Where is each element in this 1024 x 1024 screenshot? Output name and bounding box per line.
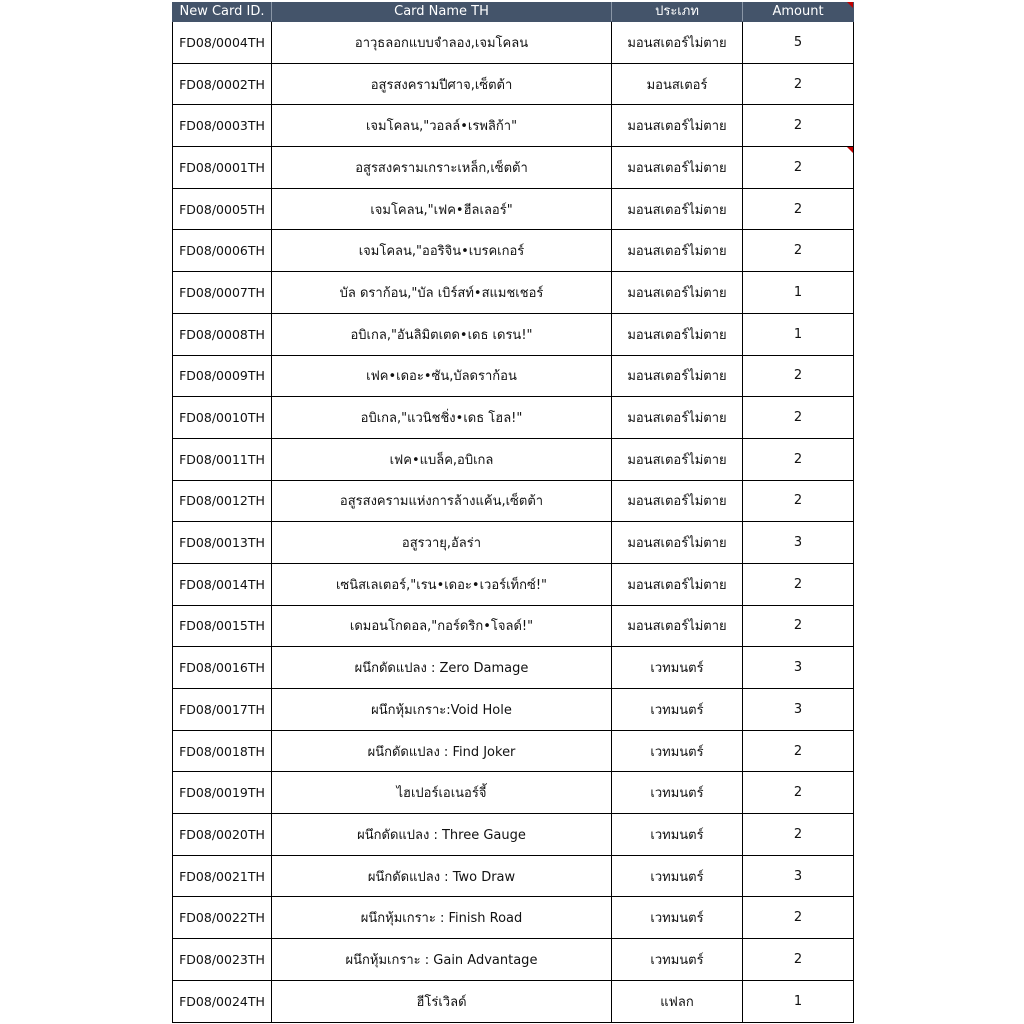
cell-amount[interactable]: 2: [743, 188, 854, 230]
cell-amount[interactable]: 2: [743, 897, 854, 939]
cell-card-name[interactable]: อสูรวายุ,อัลร่า: [272, 522, 612, 564]
cell-amount[interactable]: 2: [743, 355, 854, 397]
cell-card-id[interactable]: FD08/0004TH: [173, 22, 272, 64]
cell-type[interactable]: เวทมนตร์: [612, 647, 743, 689]
cell-card-name[interactable]: อาวุธลอกแบบจำลอง,เจมโคลน: [272, 22, 612, 64]
cell-card-id[interactable]: FD08/0019TH: [173, 772, 272, 814]
cell-amount[interactable]: 3: [743, 647, 854, 689]
header-row: [173, 3, 854, 22]
cell-amount[interactable]: 1: [743, 272, 854, 314]
cell-card-id[interactable]: FD08/0016TH: [173, 647, 272, 689]
cell-card-id[interactable]: FD08/0024TH: [173, 980, 272, 1022]
table-row: [173, 313, 854, 355]
cell-card-name[interactable]: ไฮเปอร์เอเนอร์จี้: [272, 772, 612, 814]
cell-type[interactable]: เวทมนตร์: [612, 730, 743, 772]
table-row: [173, 480, 854, 522]
card-table: [172, 2, 854, 1023]
cell-card-name[interactable]: ผนึกดัดแปลง : Three Gauge: [272, 814, 612, 856]
table-row: [173, 397, 854, 439]
cell-type[interactable]: มอนสเตอร์ไม่ตาย: [612, 313, 743, 355]
cell-card-id[interactable]: FD08/0014TH: [173, 563, 272, 605]
table-row: [173, 272, 854, 314]
cell-amount[interactable]: 2: [743, 814, 854, 856]
cell-card-name[interactable]: เซนิสเลเตอร์,"เรน•เดอะ•เวอร์เท็กซ์!": [272, 563, 612, 605]
cell-card-id[interactable]: FD08/0017TH: [173, 689, 272, 731]
table-row: [173, 22, 854, 64]
cell-card-name[interactable]: อสูรสงครามแห่งการล้างแค้น,เซ็ตต้า: [272, 480, 612, 522]
table-row: [173, 897, 854, 939]
cell-amount[interactable]: 3: [743, 855, 854, 897]
cell-amount[interactable]: 2: [743, 772, 854, 814]
table-row: [173, 355, 854, 397]
cell-type[interactable]: มอนสเตอร์ไม่ตาย: [612, 397, 743, 439]
table-row: [173, 814, 854, 856]
table-row: [173, 522, 854, 564]
cell-card-name[interactable]: เดมอนโกดอล,"กอร์ดริก•โจลด์!": [272, 605, 612, 647]
cell-card-id[interactable]: FD08/0003TH: [173, 105, 272, 147]
cell-card-name[interactable]: ผนึกดัดแปลง : Zero Damage: [272, 647, 612, 689]
cell-card-name[interactable]: ผนึกหุ้มเกราะ : Finish Road: [272, 897, 612, 939]
table-row: [173, 188, 854, 230]
cell-card-id[interactable]: FD08/0013TH: [173, 522, 272, 564]
header-type[interactable]: ประเภท: [612, 3, 743, 22]
header-card-name[interactable]: Card Name TH: [272, 3, 612, 22]
cell-type[interactable]: มอนสเตอร์ไม่ตาย: [612, 438, 743, 480]
cell-amount[interactable]: 2: [743, 105, 854, 147]
cell-amount[interactable]: 2: [743, 230, 854, 272]
cell-card-name[interactable]: อบิเกล,"แวนิชชิ่ง•เดธ โฮล!": [272, 397, 612, 439]
cell-card-name[interactable]: อสูรสงครามเกราะเหล็ก,เซ็ตต้า: [272, 147, 612, 189]
cell-type[interactable]: เวทมนตร์: [612, 814, 743, 856]
cell-type[interactable]: เวทมนตร์: [612, 772, 743, 814]
cell-card-id[interactable]: FD08/0007TH: [173, 272, 272, 314]
cell-card-name[interactable]: อสูรสงครามปีศาจ,เซ็ตต้า: [272, 63, 612, 105]
cell-amount[interactable]: 2: [743, 63, 854, 105]
cell-card-id[interactable]: FD08/0001TH: [173, 147, 272, 189]
cell-card-name[interactable]: เจมโคลน,"ออริจิน•เบรคเกอร์: [272, 230, 612, 272]
table-row: [173, 730, 854, 772]
cell-card-name[interactable]: อบิเกล,"อันลิมิตเตด•เดธ เดรน!": [272, 313, 612, 355]
cell-type[interactable]: มอนสเตอร์: [612, 63, 743, 105]
cell-type[interactable]: มอนสเตอร์ไม่ตาย: [612, 188, 743, 230]
table-row: [173, 689, 854, 731]
cell-card-name[interactable]: บัล ดราก้อน,"บัล เบิร์สท์•สแมชเชอร์: [272, 272, 612, 314]
table-row: [173, 855, 854, 897]
cell-type[interactable]: มอนสเตอร์ไม่ตาย: [612, 355, 743, 397]
cell-amount[interactable]: 1: [743, 313, 854, 355]
cell-card-id[interactable]: FD08/0020TH: [173, 814, 272, 856]
table-row: [173, 939, 854, 981]
table-row: [173, 147, 854, 189]
cell-type[interactable]: มอนสเตอร์ไม่ตาย: [612, 272, 743, 314]
cell-amount[interactable]: 2: [743, 563, 854, 605]
table-header: [173, 3, 854, 22]
cell-card-id[interactable]: FD08/0009TH: [173, 355, 272, 397]
cell-amount[interactable]: 2: [743, 730, 854, 772]
cell-type[interactable]: มอนสเตอร์ไม่ตาย: [612, 522, 743, 564]
header-amount[interactable]: Amount: [743, 3, 854, 22]
cell-amount[interactable]: 5: [743, 22, 854, 64]
table-row: [173, 647, 854, 689]
card-list-sheet: [172, 2, 853, 1023]
cell-card-id[interactable]: FD08/0023TH: [173, 939, 272, 981]
cell-card-id[interactable]: FD08/0018TH: [173, 730, 272, 772]
table-body: [173, 22, 854, 1023]
cell-amount[interactable]: 1: [743, 980, 854, 1022]
cell-type[interactable]: มอนสเตอร์ไม่ตาย: [612, 22, 743, 64]
cell-type[interactable]: มอนสเตอร์ไม่ตาย: [612, 147, 743, 189]
cell-card-name[interactable]: เฟค•เดอะ•ซัน,บัลดราก้อน: [272, 355, 612, 397]
header-card-id[interactable]: New Card ID.: [173, 3, 272, 22]
cell-card-id[interactable]: FD08/0011TH: [173, 438, 272, 480]
cell-card-name[interactable]: เจมโคลน,"เฟค•ฮีลเลอร์": [272, 188, 612, 230]
cell-type[interactable]: เวทมนตร์: [612, 689, 743, 731]
cell-card-name[interactable]: ผนึกหุ้มเกราะ:Void Hole: [272, 689, 612, 731]
cell-card-id[interactable]: FD08/0005TH: [173, 188, 272, 230]
comment-indicator-row[interactable]: [847, 147, 853, 153]
cell-card-name[interactable]: เจมโคลน,"วอลล์•เรพลิก้า": [272, 105, 612, 147]
cell-card-id[interactable]: FD08/0015TH: [173, 605, 272, 647]
cell-card-id[interactable]: FD08/0022TH: [173, 897, 272, 939]
cell-card-id[interactable]: FD08/0002TH: [173, 63, 272, 105]
cell-amount[interactable]: 2: [743, 438, 854, 480]
cell-type[interactable]: เวทมนตร์: [612, 855, 743, 897]
table-row: [173, 605, 854, 647]
table-row: [173, 105, 854, 147]
cell-amount[interactable]: 2: [743, 397, 854, 439]
cell-type[interactable]: เวทมนตร์: [612, 897, 743, 939]
cell-card-id[interactable]: FD08/0010TH: [173, 397, 272, 439]
cell-card-name[interactable]: ผนึกดัดแปลง : Find Joker: [272, 730, 612, 772]
cell-type[interactable]: มอนสเตอร์ไม่ตาย: [612, 605, 743, 647]
cell-amount[interactable]: 2: [743, 939, 854, 981]
table-row: [173, 980, 854, 1022]
cell-type[interactable]: มอนสเตอร์ไม่ตาย: [612, 563, 743, 605]
cell-amount[interactable]: 3: [743, 522, 854, 564]
cell-amount[interactable]: 2: [743, 147, 854, 189]
cell-type[interactable]: มอนสเตอร์ไม่ตาย: [612, 480, 743, 522]
table-row: [173, 563, 854, 605]
table-row: [173, 772, 854, 814]
cell-card-name[interactable]: ผนึกหุ้มเกราะ : Gain Advantage: [272, 939, 612, 981]
cell-card-id[interactable]: FD08/0008TH: [173, 313, 272, 355]
table-row: [173, 438, 854, 480]
cell-type[interactable]: มอนสเตอร์ไม่ตาย: [612, 105, 743, 147]
comment-indicator-header[interactable]: [847, 2, 853, 8]
cell-type[interactable]: เวทมนตร์: [612, 939, 743, 981]
cell-card-name[interactable]: เฟค•แบล็ค,อบิเกล: [272, 438, 612, 480]
table-row: [173, 63, 854, 105]
cell-card-id[interactable]: FD08/0021TH: [173, 855, 272, 897]
cell-card-name[interactable]: ผนึกดัดแปลง : Two Draw: [272, 855, 612, 897]
cell-amount[interactable]: 2: [743, 605, 854, 647]
cell-card-id[interactable]: FD08/0006TH: [173, 230, 272, 272]
cell-type[interactable]: แฟลก: [612, 980, 743, 1022]
cell-card-name[interactable]: ฮีโร่เวิลด์: [272, 980, 612, 1022]
cell-amount[interactable]: 3: [743, 689, 854, 731]
table-row: [173, 230, 854, 272]
cell-type[interactable]: มอนสเตอร์ไม่ตาย: [612, 230, 743, 272]
cell-card-id[interactable]: FD08/0012TH: [173, 480, 272, 522]
cell-amount[interactable]: 2: [743, 480, 854, 522]
